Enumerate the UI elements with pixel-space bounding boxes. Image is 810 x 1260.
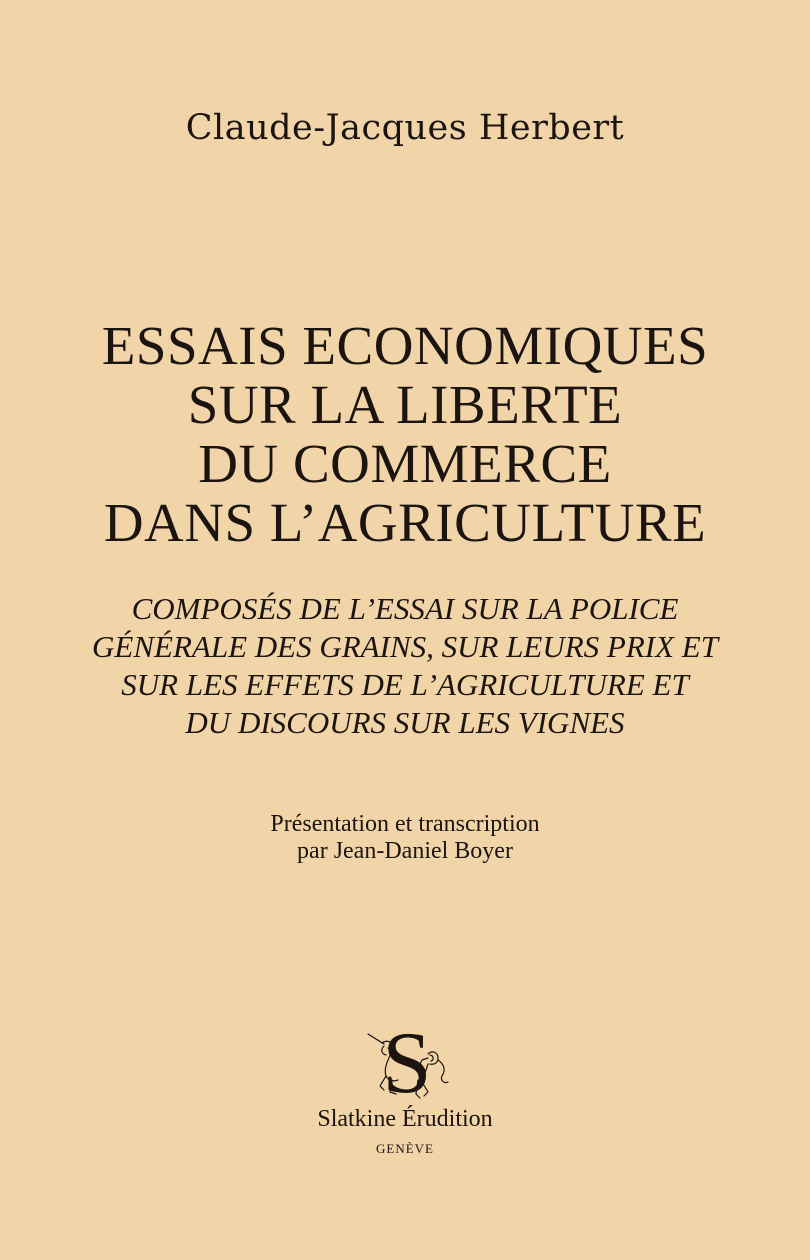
title-line: SUR LA LIBERTE	[187, 374, 623, 435]
book-subtitle	[0, 590, 810, 742]
book-title	[0, 316, 810, 552]
title-line: DANS L’AGRICULTURE	[103, 492, 707, 553]
author-name: Claude-Jacques Herbert	[185, 108, 625, 148]
subtitle-line: GÉNÉRALE DES GRAINS, SUR LEURS PRIX ET	[92, 629, 718, 664]
subtitle-line: SUR LES EFFETS DE L’AGRICULTURE ET	[121, 667, 689, 702]
editor-credits	[0, 811, 810, 865]
title-line: ESSAIS ECONOMIQUES	[101, 315, 709, 376]
credits-line: par Jean-Daniel Boyer	[297, 838, 513, 864]
publisher-name: Slatkine Érudition	[317, 1106, 493, 1132]
credits-line: Présentation et transcription	[270, 811, 540, 837]
unicorn-lion-s-emblem-icon	[362, 1010, 452, 1110]
title-line: DU COMMERCE	[198, 433, 612, 494]
publisher-city: GENÈVE	[376, 1141, 434, 1156]
subtitle-line: DU DISCOURS SUR LES VIGNES	[185, 705, 625, 740]
subtitle-line: COMPOSÉS DE L’ESSAI SUR LA POLICE	[131, 591, 679, 626]
svg-text:S: S	[382, 1015, 432, 1110]
